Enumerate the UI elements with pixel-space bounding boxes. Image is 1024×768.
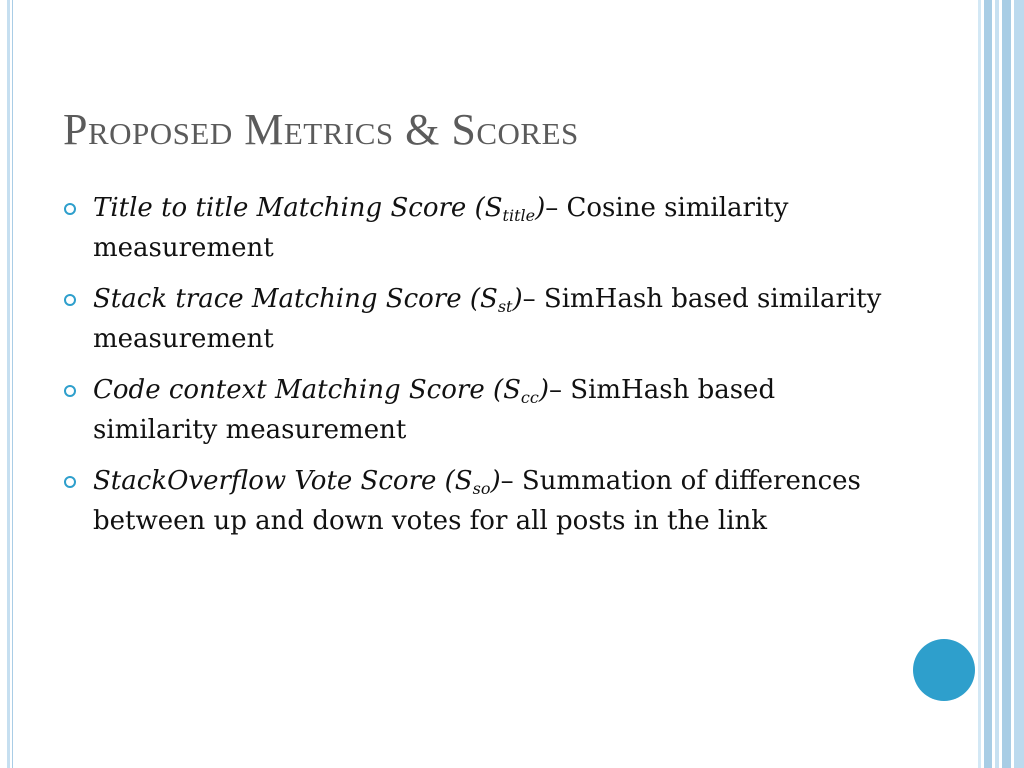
- bullet-item: [93, 188, 893, 268]
- metric-description: – SimHash based similarity measurement: [93, 284, 882, 354]
- metric-term: Stack trace Matching Score $(S_{st})$: [93, 284, 523, 316]
- metric-description: – Summation of differences between up and down votes for all posts in the link: [93, 466, 861, 536]
- right-decorative-stripes: [978, 0, 1024, 768]
- accent-circle: [913, 639, 975, 701]
- metric-term: Code context Matching Score $(S_{cc})$: [93, 375, 549, 407]
- metric-term: Title to title Matching Score $(S_{title})$: [93, 193, 546, 225]
- bullet-item: [93, 370, 893, 450]
- metric-subscript: so: [472, 479, 491, 498]
- metric-term: StackOverflow Vote Score $(S_{so})$: [93, 466, 501, 498]
- bullet-circle-icon: [64, 203, 76, 215]
- metric-description: – SimHash based similarity measurement: [93, 375, 776, 445]
- bullet-item: [93, 279, 893, 359]
- bullet-list: [93, 188, 893, 552]
- bullet-circle-icon: [64, 294, 76, 306]
- stripe: [1002, 0, 1011, 768]
- bullet-circle-icon: [64, 385, 76, 397]
- bullet-circle-icon: [64, 476, 76, 488]
- left-border-line-inner: [12, 0, 13, 768]
- stripe: [995, 0, 999, 768]
- metric-description: – Cosine similarity measurement: [93, 193, 789, 263]
- metric-subscript: title: [502, 206, 536, 225]
- metric-subscript: st: [497, 297, 513, 316]
- stripe: [984, 0, 992, 768]
- slide-title: Proposed Metrics & Scores: [63, 105, 579, 154]
- metric-subscript: cc: [520, 388, 539, 407]
- bullet-item: [93, 461, 893, 541]
- left-border-line: [7, 0, 10, 768]
- stripe: [978, 0, 981, 768]
- stripe: [1014, 0, 1024, 768]
